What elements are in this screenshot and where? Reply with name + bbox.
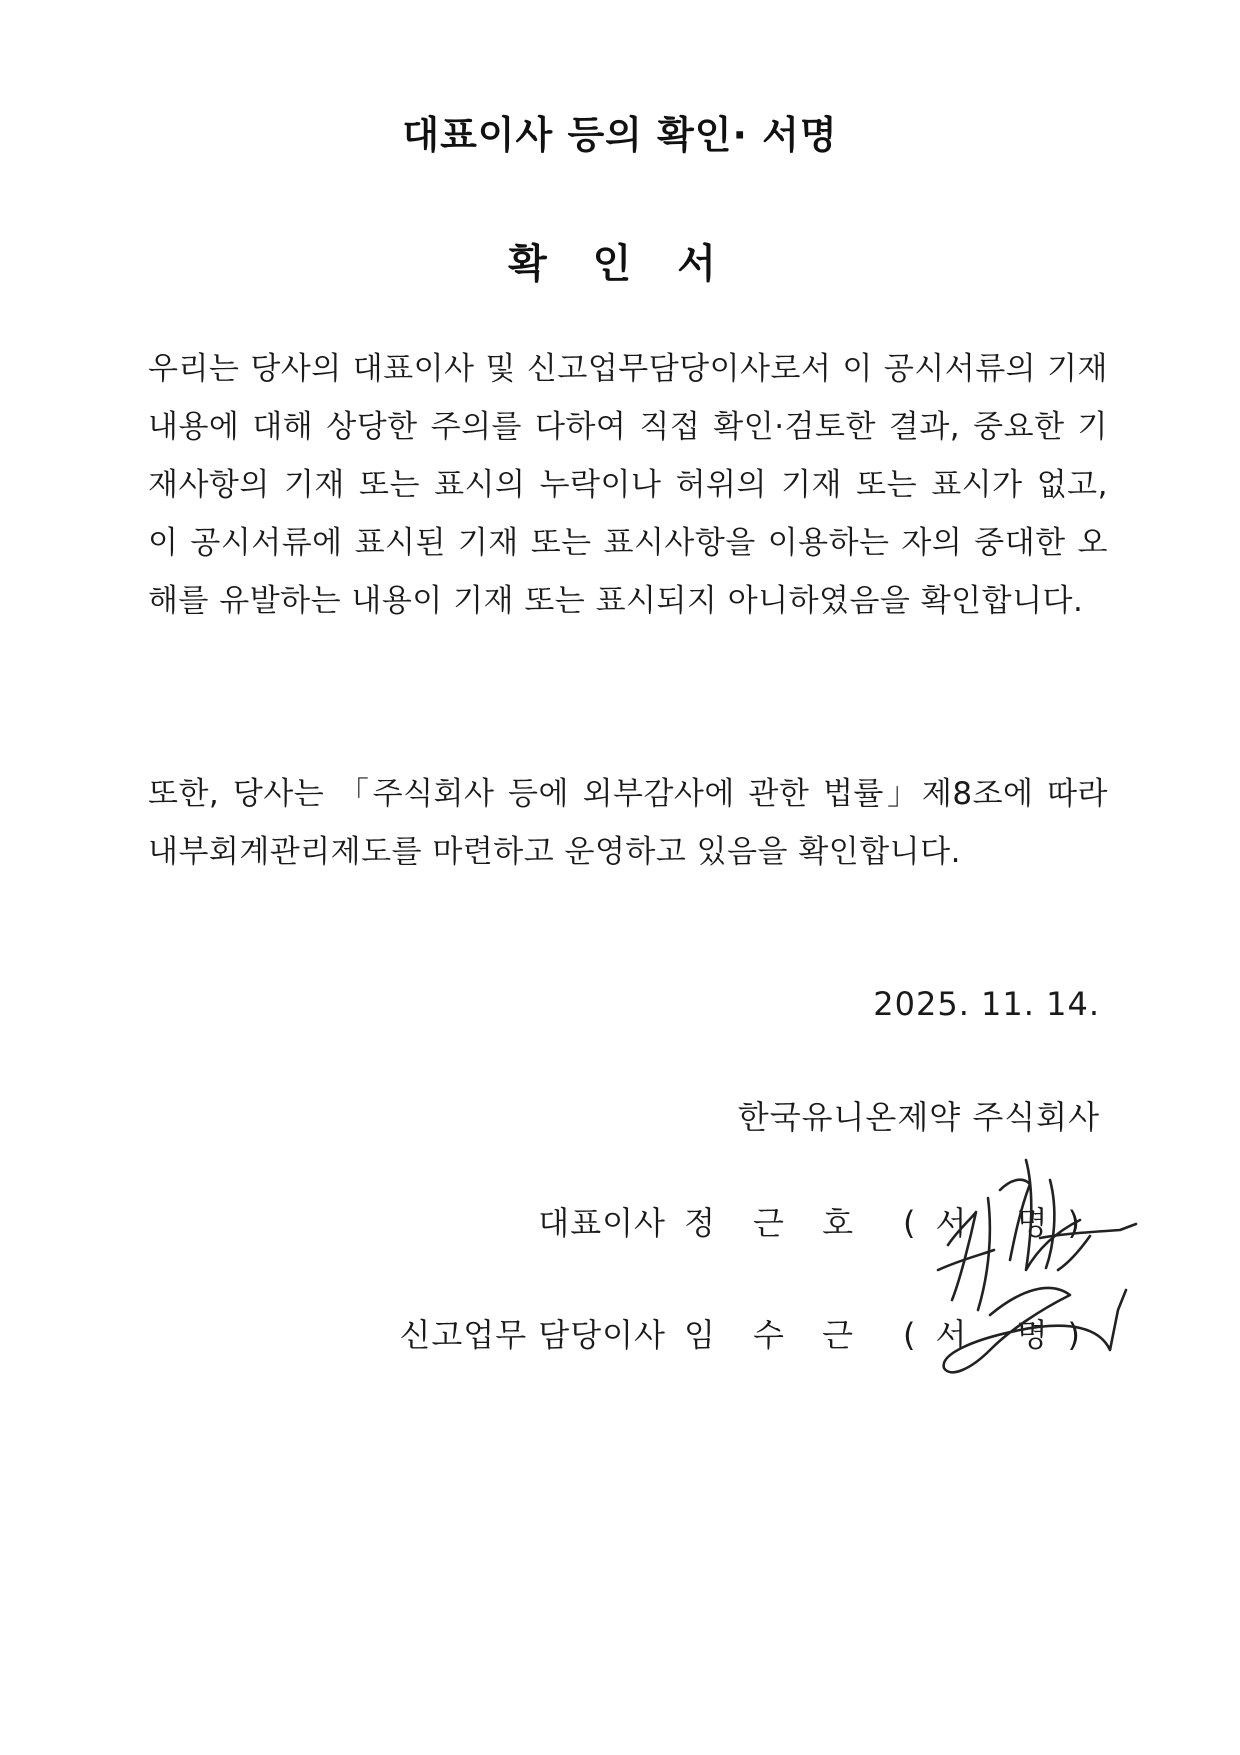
- signer-name: 정 근 호: [683, 1204, 868, 1242]
- document-date: 2025. 11. 14.: [873, 985, 1100, 1023]
- signature-mark: (서 명): [903, 1204, 1100, 1242]
- handwritten-signature-icon: [930, 1150, 1150, 1390]
- signer-role: 대표이사: [538, 1204, 666, 1242]
- signer-name: 임 수 근: [683, 1316, 868, 1354]
- document-title: 대표이사 등의 확인· 서명: [402, 113, 838, 157]
- internal-control-paragraph: 또한, 당사는 「주식회사 등에 외부감사에 관한 법률」제8조에 따라 내부회계관리제도를 마련하고 운영하고 있음을 확인합니다.: [148, 776, 1108, 870]
- company-name: 한국유니온제약 주식회사: [737, 1098, 1100, 1136]
- document-subtitle: 확 인 서: [508, 241, 732, 287]
- signer-role: 신고업무 담당이사: [399, 1316, 666, 1354]
- confirmation-paragraph: 우리는 당사의 대표이사 및 신고업무담당이사로서 이 공시서류의 기재내용에 대해 상당한 주의를 다하여 직접 확인·검토한 결과, 중요한 기재사항의 기재 또는 표시의 누락이나 허위의 기재 또는 표시가 없고, 이 공시서류에 표시된 기재 또는 표시사항을 이용하는 자의 중대한 오해를 유발하는 내용이 기재 또는 표시되지 아니하였음을 확인합니다.: [148, 351, 1108, 619]
- signature-mark: (서 명): [903, 1316, 1100, 1354]
